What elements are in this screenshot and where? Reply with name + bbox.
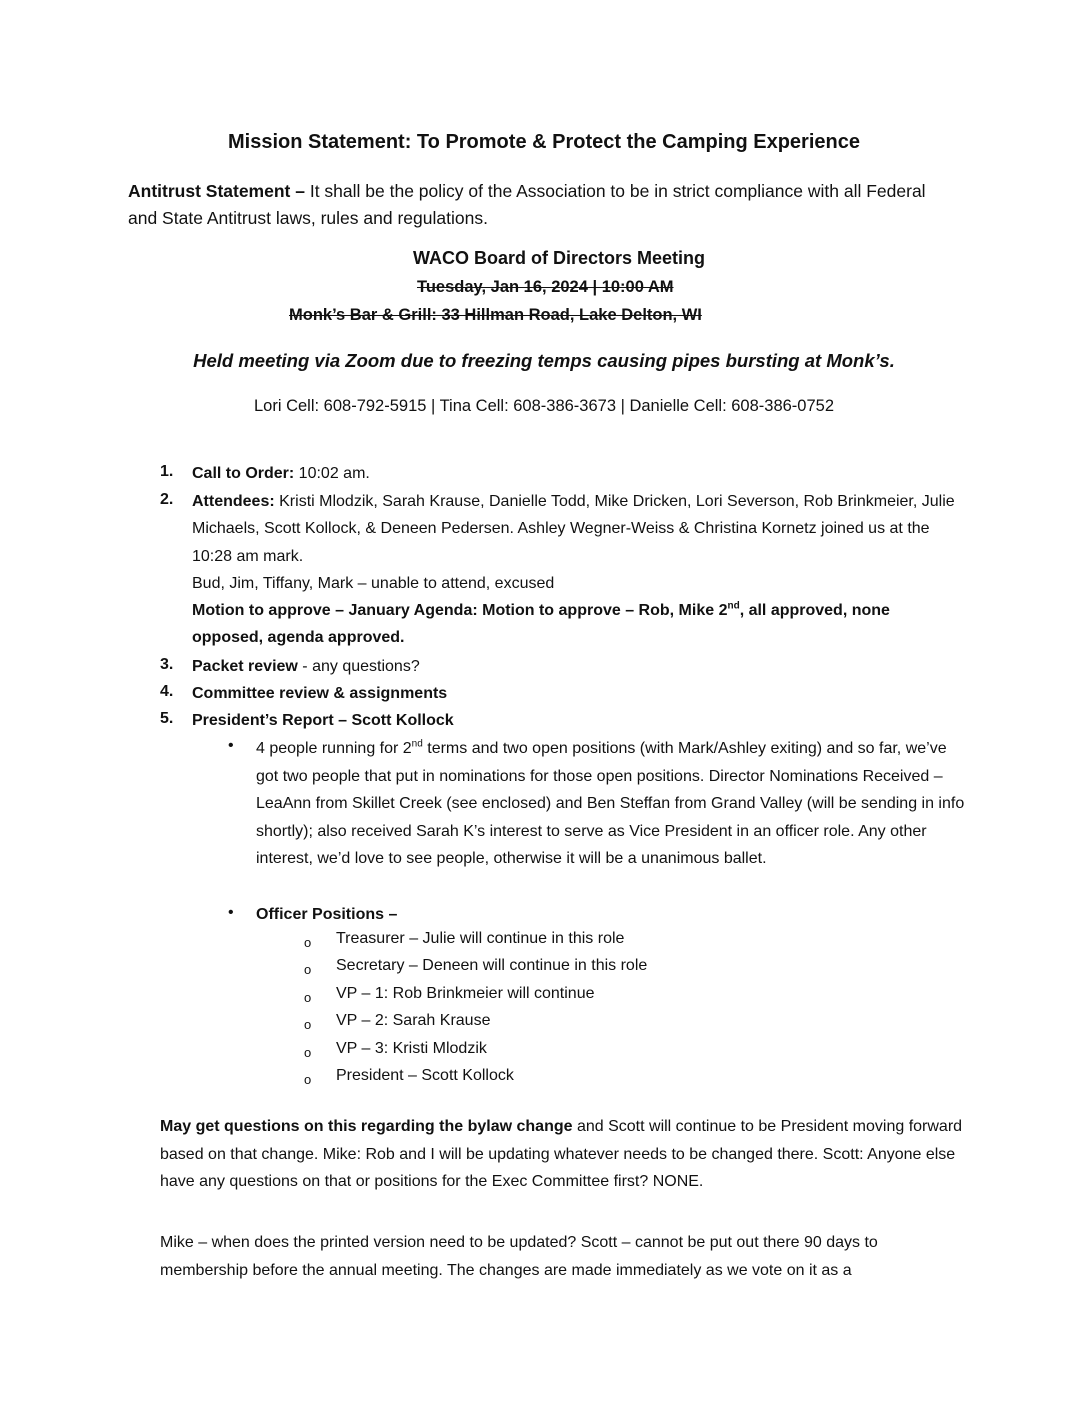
nominations-detail: terms and two open positions (with Mark/Ashley exiting) and so far, we’ve got two people that put in nominations for those open positions. Director Nominations Received – LeaAnn from Skillet Creek (see enclosed) and Ben Steffan from Grand Valley (will be sending in info shortly); also received Sarah K’s interest to serve as Vice President in an officer role. Any other interest, we’d love to see people, otherwise it will be a unanimous ballet. [256, 740, 965, 868]
position-item: Treasurer – Julie will continue in this role [336, 930, 625, 947]
position-item: VP – 1: Rob Brinkmeier will continue [336, 985, 595, 1002]
item-number: 4. [160, 683, 174, 700]
attendees-label: Attendees: [192, 493, 275, 510]
absent-members: Bud, Jim, Tiffany, Mark – unable to attend, excused [192, 575, 555, 592]
item-number: 5. [160, 710, 174, 727]
bylaw-bold: May get questions on this regarding the bylaw change [160, 1118, 573, 1135]
printed-version-paragraph: Mike – when does the printed version need to be updated? Scott – cannot be put out there 90 days to membership before the annual meeting. The changes are made immediately as we vote on it as a [160, 1234, 878, 1279]
mission-statement: Mission Statement: To Promote & Protect the Camping Experience [228, 131, 860, 153]
meeting-title: WACO Board of Directors Meeting [413, 248, 706, 268]
call-to-order-time: 10:02 am. [294, 465, 370, 482]
packet-review-label: Packet review [192, 658, 298, 675]
position-item: Secretary – Deneen will continue in this role [336, 957, 648, 974]
officer-positions-label: Officer Positions – [256, 906, 398, 923]
antitrust-text: It shall be the policy of the Association to be in strict compliance with all Federal and State Antitrust laws, rules and regulations. [128, 181, 926, 228]
antitrust-statement [128, 178, 958, 232]
presidents-report-heading: President’s Report – Scott Kollock [192, 712, 454, 729]
circle-bullet-icon: o [304, 1017, 312, 1032]
attendees-list: Kristi Mlodzik, Sarah Krause, Danielle Todd, Mike Dricken, Lori Severson, Rob Brinkmeier, Julie Michaels, Scott Kollock, & Deneen Pedersen. Ashley Wegner-Weiss & Christina Kornetz joined us at the 10:28 am mark. [192, 493, 955, 565]
nominations-superscript: nd [411, 738, 423, 750]
bullet-icon: • [228, 904, 234, 921]
position-item: VP – 3: Kristi Mlodzik [336, 1040, 487, 1057]
nominations-bullet [256, 735, 966, 873]
motion-result: , all approved, none opposed, agenda approved. [192, 602, 890, 647]
nominations-text: 4 people running for 2 [256, 740, 412, 757]
circle-bullet-icon: o [304, 935, 312, 950]
item-number: 1. [160, 463, 174, 480]
meeting-date-struck: Tuesday, Jan 16, 2024 | 10:00 AM [417, 278, 674, 296]
position-item: President – Scott Kollock [336, 1067, 514, 1084]
attendees [192, 488, 962, 570]
call-to-order-label: Call to Order: [192, 465, 295, 482]
committee-review: Committee review & assignments [192, 685, 448, 702]
packet-review [192, 653, 420, 680]
bylaw-paragraph [160, 1113, 965, 1196]
circle-bullet-icon: o [304, 990, 312, 1005]
call-to-order [192, 460, 370, 487]
zoom-note: Held meeting via Zoom due to freezing temps causing pipes bursting at Monk’s. [193, 350, 895, 371]
bullet-icon: • [228, 737, 234, 754]
agenda-motion [192, 597, 962, 652]
packet-review-text: - any questions? [297, 658, 420, 675]
item-number: 3. [160, 656, 174, 673]
circle-bullet-icon: o [304, 1045, 312, 1060]
antitrust-label: Antitrust Statement – [128, 181, 305, 201]
contact-phones: Lori Cell: 608-792-5915 | Tina Cell: 608-386-3673 | Danielle Cell: 608-386-0752 [253, 397, 835, 415]
motion-superscript: nd [727, 600, 740, 612]
item-number: 2. [160, 491, 174, 508]
motion-text: Motion to approve – January Agenda: Motion to approve – Rob, Mike 2 [192, 602, 728, 619]
circle-bullet-icon: o [304, 1072, 312, 1087]
bylaw-text: and Scott will continue to be President moving forward based on that change. Mike: Rob and I will be updating whatever needs to be changed there. Scott: Anyone else have any questions on that or positions for the Exec Committee first? NONE. [160, 1118, 963, 1190]
position-item: VP – 2: Sarah Krause [336, 1012, 491, 1029]
meeting-venue-struck: Monk’s Bar & Grill: 33 Hillman Road, Lake Delton, WI [289, 306, 702, 324]
circle-bullet-icon: o [304, 962, 312, 977]
